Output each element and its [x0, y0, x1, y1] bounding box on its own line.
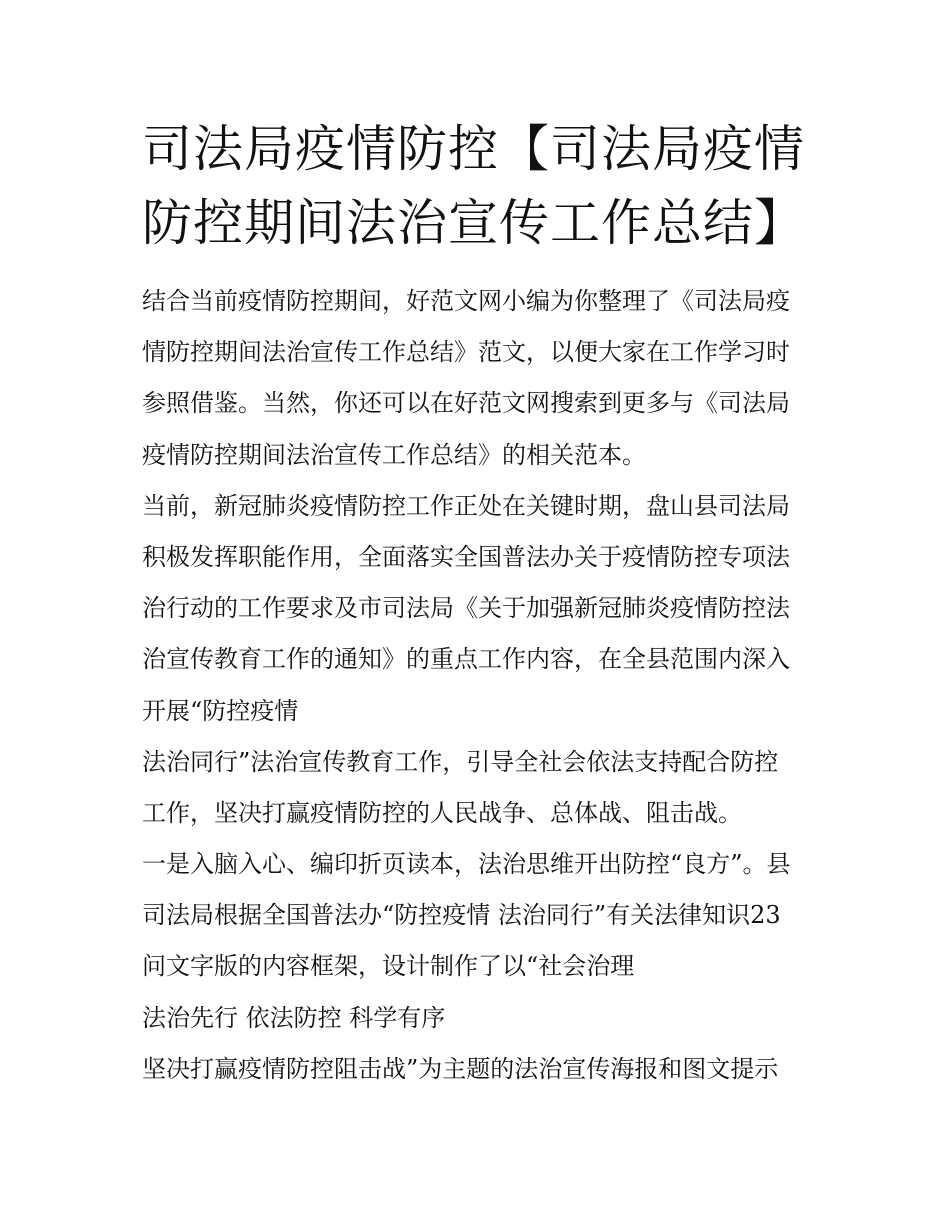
text-line: 工作，坚决打赢疫情防控的人民战争、总体战、阻击战。: [142, 798, 742, 827]
text-line: 情防控期间法治宣传工作总结》范文，以便大家在工作学习时: [142, 338, 790, 367]
text-line: 开展“防控疫情: [142, 696, 299, 725]
text-line: 坚决打赢疫情防控阻击战”为主题的法治宣传海报和图文提示: [142, 1054, 779, 1083]
text-line: 治宣传教育工作的通知》的重点工作内容，在全县范围内深入: [142, 645, 790, 674]
text-line: 法治同行”法治宣传教育工作，引导全社会依法支持配合防控: [142, 747, 779, 776]
text-line: 法治先行 依法防控 科学有序: [142, 1003, 446, 1032]
text-line: 结合当前疫情防控期间，好范文网小编为你整理了《司法局疫: [142, 287, 790, 315]
text-line: 积极发挥职能作用，全面落实全国普法办关于疫情防控专项法: [142, 542, 790, 571]
document-body: [142, 276, 822, 1095]
text-line: 司法局根据全国普法办“防控疫情 法治同行”有关法律知识23: [142, 901, 781, 930]
text-line: 疫情防控期间法治宣传工作总结》的相关范本。: [142, 440, 646, 469]
text-line: 参照借鉴。当然，你还可以在好范文网搜索到更多与《司法局: [142, 389, 790, 418]
text-line: 一是入脑入心、编印折页读本，法治思维开出防控“良方”。县: [142, 850, 791, 879]
text-line: 问文字版的内容框架，设计制作了以“社会治理: [142, 952, 635, 981]
text-line: 当前，新冠肺炎疫情防控工作正处在关键时期，盘山县司法局: [142, 491, 790, 520]
text-line: 治行动的工作要求及市司法局《关于加强新冠肺炎疫情防控法: [142, 594, 790, 623]
document-title: [142, 112, 822, 260]
title-line: 防控期间法治宣传工作总结】: [142, 194, 805, 252]
title-line: 司法局疫情防控【司法局疫情: [142, 120, 805, 178]
